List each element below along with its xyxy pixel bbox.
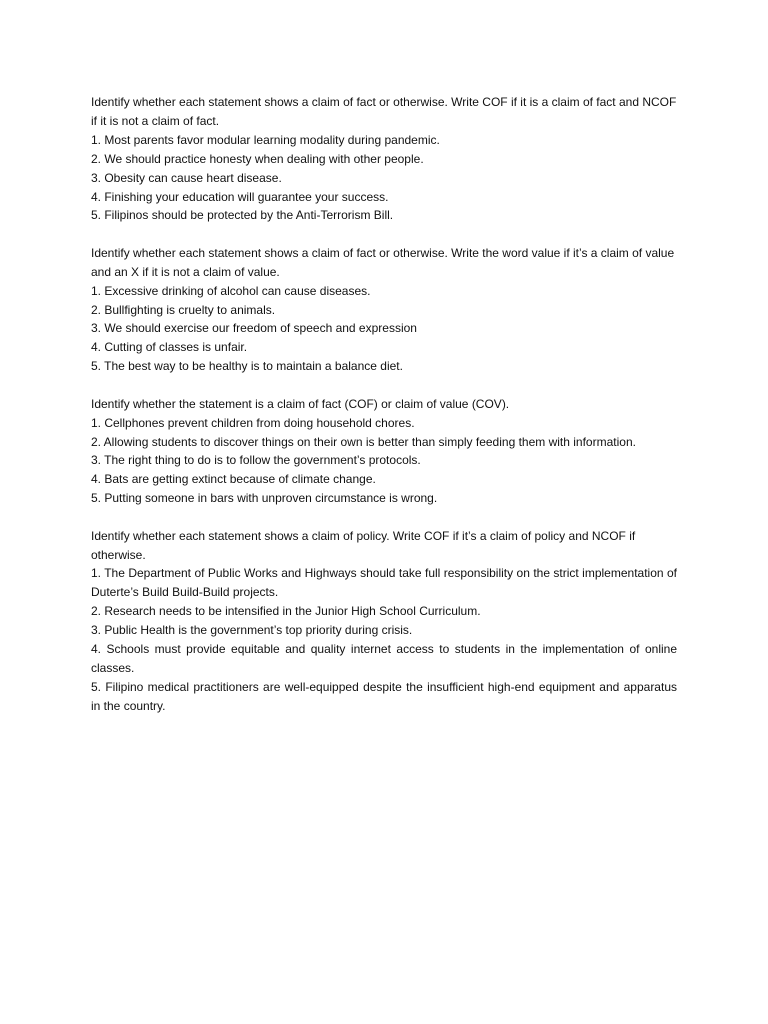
list-item: 5. Filipino medical practitioners are well-equipped despite the insufficient high-end equipment and apparatus in the country. xyxy=(91,679,677,713)
list-item: 2. We should practice honesty when dealing with other people. xyxy=(91,151,424,166)
section-instruction: Identify whether each statement shows a claim of policy. Write COF if it’s a claim of policy and NCOF if otherwise. xyxy=(91,528,636,562)
section-claim-of-value xyxy=(91,244,677,376)
list-item: 2. Research needs to be intensified in the Junior High School Curriculum. xyxy=(91,604,481,619)
list-item: 5. Putting someone in bars with unproven circumstance is wrong. xyxy=(91,491,438,506)
list-item: 3. We should exercise our freedom of speech and expression xyxy=(91,321,417,336)
list-item: 5. Filipinos should be protected by the Anti-Terrorism Bill. xyxy=(91,208,394,223)
section-fact-or-value xyxy=(91,395,677,508)
list-item: 3. The right thing to do is to follow the government’s protocols. xyxy=(91,453,421,468)
section-instruction: Identify whether the statement is a claim of fact (COF) or claim of value (COV). xyxy=(91,396,510,411)
list-item: 5. The best way to be healthy is to maintain a balance diet. xyxy=(91,359,403,374)
list-item: 1. Cellphones prevent children from doing household chores. xyxy=(91,415,415,430)
document-page xyxy=(91,93,677,734)
list-item: 1. Most parents favor modular learning modality during pandemic. xyxy=(91,132,440,147)
section-claim-of-fact xyxy=(91,93,677,225)
list-item: 4. Finishing your education will guarantee your success. xyxy=(91,189,389,204)
list-item: 1. The Department of Public Works and Highways should take full responsibility on the strict implementation of Duterte’s Build Build-Build projects. xyxy=(91,566,677,600)
section-instruction: Identify whether each statement shows a claim of fact or otherwise. Write COF if it is a claim of fact and NCOF if it is not a claim of fact. xyxy=(91,95,677,128)
list-item: 4. Cutting of classes is unfair. xyxy=(91,340,248,355)
section-instruction: Identify whether each statement shows a claim of fact or otherwise. Write the word value if it’s a claim of value and an X if it is not a claim of value. xyxy=(91,245,675,279)
list-item: 4. Schools must provide equitable and quality internet access to students in the implementation of online classes. xyxy=(91,642,677,675)
section-claim-of-policy xyxy=(91,527,677,716)
list-item: 4. Bats are getting extinct because of climate change. xyxy=(91,472,376,487)
list-item: 3. Public Health is the government’s top priority during crisis. xyxy=(91,623,413,638)
list-item: 1. Excessive drinking of alcohol can cause diseases. xyxy=(91,283,371,298)
list-item: 2. Allowing students to discover things on their own is better than simply feeding them with information. xyxy=(91,434,636,449)
list-item: 2. Bullfighting is cruelty to animals. xyxy=(91,302,276,317)
list-item: 3. Obesity can cause heart disease. xyxy=(91,170,282,185)
